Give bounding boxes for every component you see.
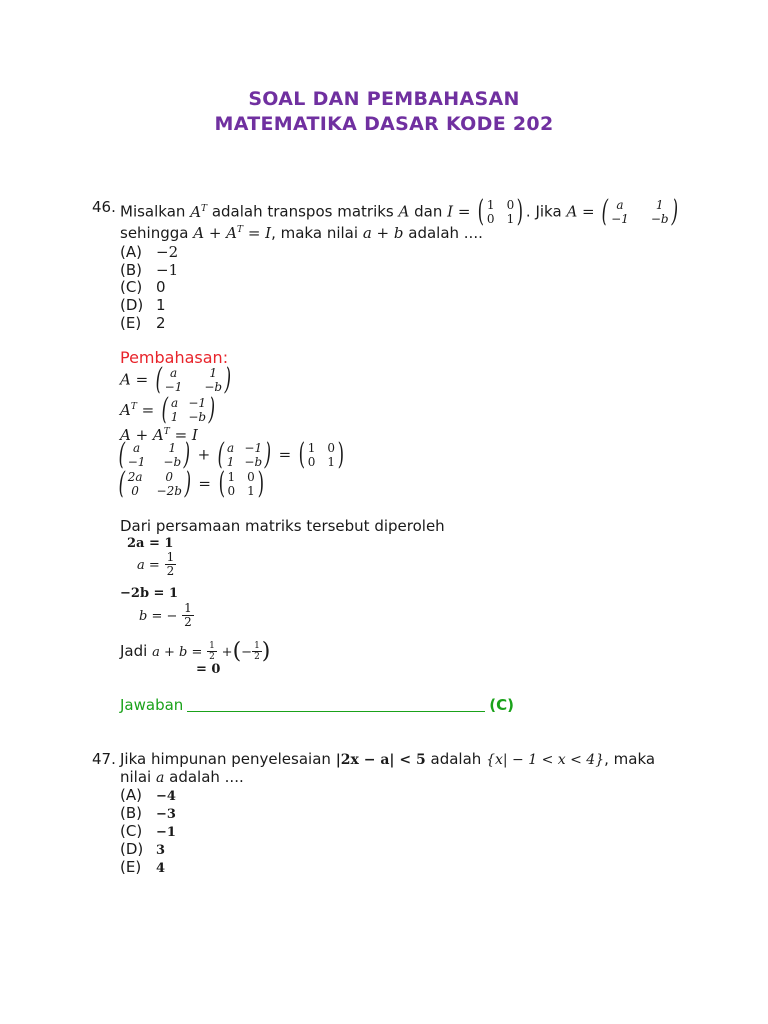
- q46-text: adalah transpos matriks: [211, 202, 394, 221]
- answer-underline: [187, 711, 485, 712]
- page-title-line-2: MATEMATIKA DASAR KODE 202: [214, 113, 554, 135]
- conclusion-line: Jadi a + b = $\frac{1}{2}$ +(− $\frac{1}{2}$ ): [120, 639, 271, 664]
- derive-text: Dari persamaan matriks tersebut diperoleh: [120, 517, 445, 535]
- equation-a: a = $\frac{1}{2}$: [137, 550, 175, 578]
- q46-text: dan: [414, 202, 443, 221]
- q47-option-d: (D) 3: [120, 840, 166, 858]
- q46-text: . Jika: [525, 202, 562, 221]
- q46-text: Misalkan: [120, 202, 186, 221]
- answer-line: [120, 696, 514, 714]
- q46-option-b: (B) −1: [120, 261, 179, 279]
- math-A: A: [398, 202, 410, 221]
- page-title-line-1: SOAL DAN PEMBAHASAN: [248, 88, 520, 110]
- answer-value: (C): [489, 696, 515, 714]
- equation-b: b = − $\frac{1}{2}$: [139, 601, 192, 629]
- solution-line-2: $A^T$ = ( a −1 1 −b ): [120, 392, 216, 427]
- question-46-number: 46.: [92, 198, 116, 216]
- solution-line-4: ( a 1 −1 −b ) + ( a −1 1 −b ) = ( 1 0 0 1 ): [118, 437, 345, 472]
- matrix-I: ( 1 0 0 1 ): [477, 194, 524, 229]
- question-47-number: 47.: [92, 750, 116, 768]
- math-A-eq: A =: [566, 202, 595, 221]
- question-46-text-line-1: [120, 194, 680, 229]
- q46-option-a: (A) −2: [120, 243, 179, 261]
- q47-option-b: (B) −3: [120, 804, 176, 822]
- answer-label: Jawaban: [120, 696, 184, 714]
- matrix-A: ( a 1 −1 −b ): [602, 194, 678, 229]
- equation-2b: −2b = 1: [120, 586, 179, 601]
- math-AT: $A^T$: [190, 202, 208, 221]
- question-46-text-line-2: sehingga $A + A^T = I$, maka nilai a + b adalah ....: [120, 224, 483, 242]
- q47-option-c: (C) −1: [120, 822, 176, 840]
- solution-heading: Pembahasan:: [120, 348, 229, 367]
- q47-option-a: (A) −4: [120, 786, 176, 804]
- question-47-text-line-2: nilai a adalah ....: [120, 768, 244, 786]
- solution-line-5: ( 2a 0 0 −2b ) = ( 1 0 0 1 ): [118, 466, 264, 501]
- conclusion-result: = 0: [196, 662, 221, 677]
- q46-option-e: (E) 2: [120, 314, 166, 332]
- math-I-eq: I =: [447, 202, 471, 221]
- q46-option-d: (D) 1: [120, 296, 166, 314]
- solution-line-1: A = ( a 1 −1 −b ): [120, 362, 232, 397]
- equation-2a: 2a = 1: [127, 536, 174, 551]
- q46-option-c: (C) 0: [120, 278, 166, 296]
- solution-line-3: $A + A^T = I$: [120, 426, 198, 444]
- question-47-text-line-1: Jika himpunan penyelesaian |2x − a| < 5 adalah {x| − 1 < x < 4}, maka: [120, 750, 656, 768]
- q47-option-e: (E) 4: [120, 858, 166, 876]
